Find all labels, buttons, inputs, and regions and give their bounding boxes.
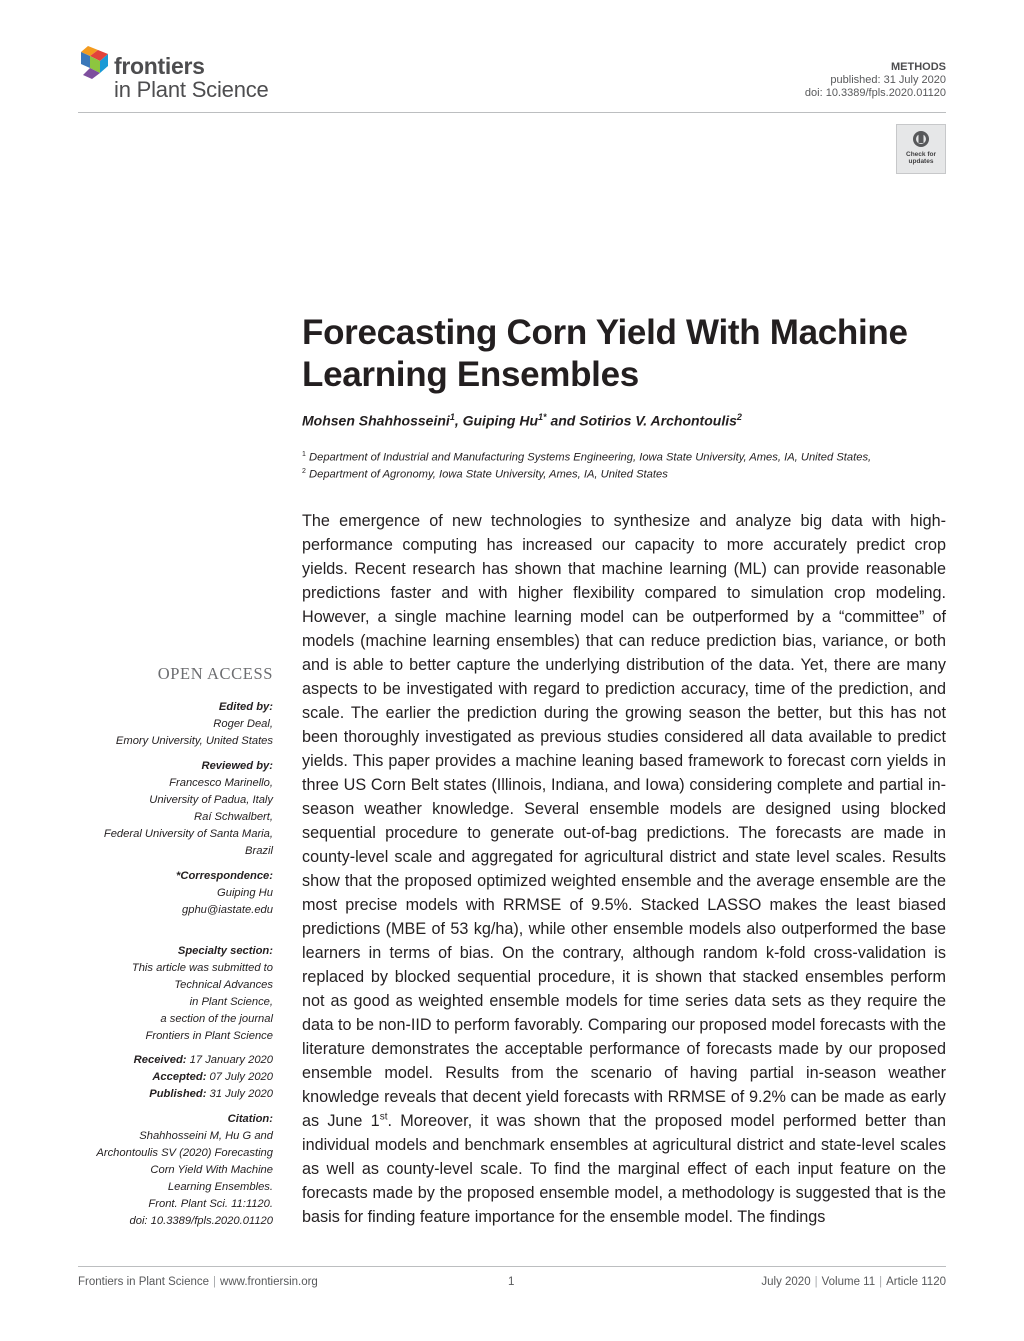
logo-wordmark-journal: in Plant Science [114,77,269,102]
edited-by-label: Edited by: [218,701,273,713]
author-separator: and [546,412,580,429]
reviewer-line[interactable]: Raí Schwalbert, [194,811,273,823]
author-name[interactable]: Guiping Hu [462,412,539,429]
affiliation-text: Department of Agronomy, Iowa State University, Ames, IA, United States [309,468,668,481]
footer-article: Article 1120 [886,1276,946,1288]
abstract-part2: . Moreover, it was shown that the proposed model performed better than individual models and benchmark ensembles at agricultural district and state-level scales as well as county-level scale. To find the marginal effect of each input feature on the forecasts made by the proposed ensemble model, a methodology is suggested that is the basis for finding feature importance for the ensemble model. The findings [302,1112,946,1226]
footer-separator: | [879,1276,883,1288]
specialty-line: Frontiers in Plant Science [145,1030,273,1042]
reviewer-line: University of Padua, Italy [149,794,273,806]
received-line [33,1052,273,1069]
footer-divider [78,1266,946,1267]
received-label: Received: [133,1054,187,1066]
open-access-label: OPEN ACCESS [157,664,273,683]
published-label: Published: [149,1088,207,1100]
citation-doi[interactable]: doi: 10.3389/fpls.2020.01120 [129,1215,273,1227]
citation-section [33,1111,273,1230]
abstract-ordinal-sup: st [379,1111,388,1123]
specialty-line: Technical Advances [174,979,273,991]
footer-date: July 2020 [761,1276,811,1288]
citation-line: Corn Yield With Machine [150,1164,273,1176]
footer-left [78,1276,318,1288]
edited-by-section [33,699,273,750]
header-divider [78,112,946,113]
editor-line: Emory University, United States [115,735,273,747]
bookmark-ring-icon [912,130,930,148]
correspondence-label: *Correspondence: [176,870,273,882]
footer-website-link[interactable]: www.frontiersin.org [220,1276,318,1288]
reviewer-line: Brazil [245,845,273,857]
correspondence-name[interactable]: Guiping Hu [217,887,273,899]
published-date-side: 31 July 2020 [209,1088,273,1100]
check-for-updates-button[interactable] [896,124,946,174]
received-date: 17 January 2020 [189,1054,273,1066]
dates-section [33,1052,273,1103]
author-affil-sup: 1 [449,412,455,422]
author-name[interactable]: Mohsen Shahhosseini [302,412,450,429]
specialty-line: a section of the journal [160,1013,273,1025]
published-date: published: 31 July 2020 [830,74,946,86]
journal-logo[interactable] [78,44,298,104]
article-type: METHODS [891,61,946,73]
specialty-section [33,943,273,1045]
affiliation-1 [302,451,871,464]
specialty-line: This article was submitted to [131,962,273,974]
reviewer-line[interactable]: Francesco Marinello, [169,777,273,789]
author-separator: , [454,412,463,429]
specialty-label: Specialty section: [177,945,273,957]
abstract-text [302,509,946,1229]
accepted-line [33,1069,273,1086]
author-name[interactable]: Sotirios V. Archontoulis [579,412,737,429]
citation-line: Front. Plant Sci. 11:1120. [148,1198,273,1210]
page-number: 1 [508,1276,515,1288]
affiliation-sup: 1 [302,451,306,458]
logo-wordmark-frontiers: frontiers [114,53,205,79]
footer-separator: | [814,1276,818,1288]
reviewed-by-label: Reviewed by: [201,760,273,772]
check-updates-line2: updates [908,158,934,165]
abstract-part1: The emergence of new technologies to synthesize and analyze big data with high-performance computing has increased our capacity to more accurately predict crop yields. Recent research has shown that machine learning (ML) can provide reasonable predictions faster and with higher flexibility compared to simulation crop modeling. However, a single machine learning model can be outperformed by a “committee” of models (machine learning ensembles) that can reduce prediction bias, variance, or both and is able to better capture the underlying distribution of the data. Yet, there are many aspects to be investigated with regard to prediction accuracy, time of the prediction, and scale. The earlier the prediction during the growing season the better, but this has not been thoroughly investigated as previous studies considered all data available to predict yields. This paper provides a machine leaning based framework to forecast corn yields in three US Corn Belt states (Illinois, Indiana, and Iowa) considering complete and partial in-season weather knowledge. Several ensemble models are designed using blocked sequential procedure to generate out-of-bag predictions. The forecasts are made in county-level scale and aggregated for agricultural district and state level scales. Results show that the proposed optimized weighted ensemble and the average ensemble are the most precise models with RRMSE of 9.5%. Stacked LASSO makes the least biased predictions (MBE of 53 kg/ha), while other ensemble models also outperformed the base learners in terms of bias. On the contrary, although random k-fold cross-validation is replaced by blocked sequential procedure, it is shown that stacked ensembles perform not as good as weighted ensemble models for time series data sets as they require the data to be non-IID to perform favorably. Comparing our proposed model forecasts with the literature demonstrates the acceptable performance of forecasts made by our proposed ensemble model. Results from the scenario of having partial in-season weather knowledge reveals that decent yield forecasts with RRMSE of 9.2% can be made as early as June 1 [302,512,946,1130]
footer-volume: Volume 11 [821,1276,876,1288]
accepted-label: Accepted: [152,1071,207,1083]
citation-label: Citation: [227,1113,273,1125]
editor-line[interactable]: Roger Deal, [213,718,273,730]
author-list [302,412,942,429]
affiliation-2 [302,468,668,481]
specialty-line: in Plant Science, [189,996,273,1008]
published-line [33,1086,273,1103]
footer-right [761,1276,946,1288]
author-affil-sup: 1* [538,412,547,422]
reviewer-line: Federal University of Santa Maria, [103,828,273,840]
affiliation-sup: 2 [302,468,306,475]
correspondence-section [33,868,273,919]
correspondence-email[interactable]: gphu@iastate.edu [182,904,273,916]
citation-line: Shahhosseini M, Hu G and [139,1130,273,1142]
accepted-date: 07 July 2020 [209,1071,273,1083]
citation-line: Archontoulis SV (2020) Forecasting [96,1147,273,1159]
author-affil-sup: 2 [736,412,742,422]
frontiers-logo-icon [78,44,112,82]
reviewed-by-section [33,758,273,860]
footer-separator: | [213,1276,217,1288]
citation-line: Learning Ensembles. [167,1181,273,1193]
check-updates-line1: Check for [906,151,936,158]
doi-header[interactable]: doi: 10.3389/fpls.2020.01120 [804,87,946,99]
footer-journal: Frontiers in Plant Science [78,1276,210,1288]
affiliation-text: Department of Industrial and Manufacturing Systems Engineering, Iowa State University, Ames, IA, United States, [309,451,872,464]
article-title: Forecasting Corn Yield With Machine Learning Ensembles [302,313,908,394]
